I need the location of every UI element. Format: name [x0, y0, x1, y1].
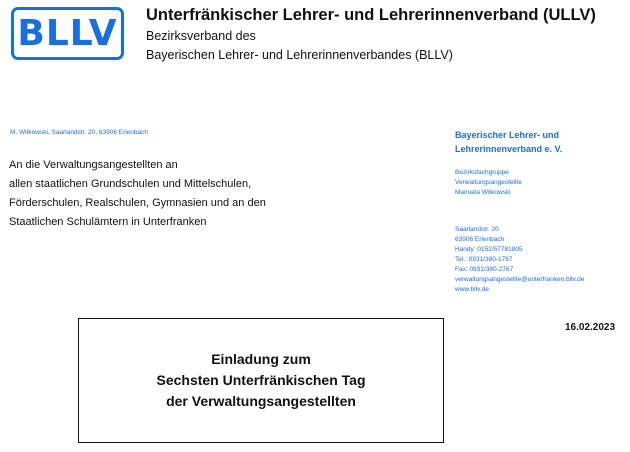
invitation-line: der Verwaltungsangestellten: [166, 393, 356, 409]
header-subtitle-line-1: Bezirksverband des: [146, 29, 256, 43]
contact-city: 63906 Erlenbach: [455, 236, 505, 243]
contact-block: [455, 225, 584, 295]
letter-date: 16.02.2023: [565, 322, 616, 333]
organization-name: [455, 128, 562, 156]
addressee-line: Förderschulen, Realschulen, Gymnasien und an den: [9, 197, 266, 209]
header-subtitle-line-2: Bayerischen Lehrer- und Lehrerinnenverbandes (BLLV): [146, 48, 453, 62]
invitation-box: [78, 318, 444, 443]
sender-address-line: M. Witkowski, Saarlandstr. 20, 63906 Erlenbach: [10, 129, 149, 136]
contact-mobile: Handy: 0152/57781805: [455, 246, 523, 253]
invitation-line: Einladung zum: [211, 351, 311, 367]
addressee-block: [9, 156, 266, 232]
invitation-line: Sechsten Unterfränkischen Tag: [156, 372, 366, 388]
header-title: Unterfränkischer Lehrer- und Lehrerinnenverband (ULLV): [146, 6, 596, 24]
contact-fax: Fax: 0931/380-2767: [455, 266, 514, 273]
logo-text: BLLV: [17, 12, 118, 54]
department-line: Verwaltungsangestellte: [455, 179, 522, 186]
addressee-line: Staatlichen Schulämtern in Unterfranken: [9, 216, 207, 228]
organization-name-line: Lehrerinnenverband e. V.: [455, 144, 563, 154]
department-block: [455, 168, 522, 198]
department-line: Bezirksfachgruppe: [455, 169, 509, 176]
contact-email-link[interactable]: verwaltungsangestellte@unterfranken.bllv.de: [455, 276, 585, 283]
contact-phone: Tel.: 0931/380-1767: [455, 256, 513, 263]
contact-website-link[interactable]: www.bllv.de: [455, 286, 489, 293]
contact-street: Saarlandstr. 20: [455, 226, 499, 233]
addressee-line: An die Verwaltungsangestellten an: [9, 159, 178, 171]
bllv-logo: [11, 7, 124, 60]
department-line: Manuela Witkowski: [455, 189, 511, 196]
addressee-line: allen staatlichen Grundschulen und Mittelschulen,: [9, 178, 252, 190]
organization-name-line: Bayerischer Lehrer- und: [455, 130, 560, 140]
